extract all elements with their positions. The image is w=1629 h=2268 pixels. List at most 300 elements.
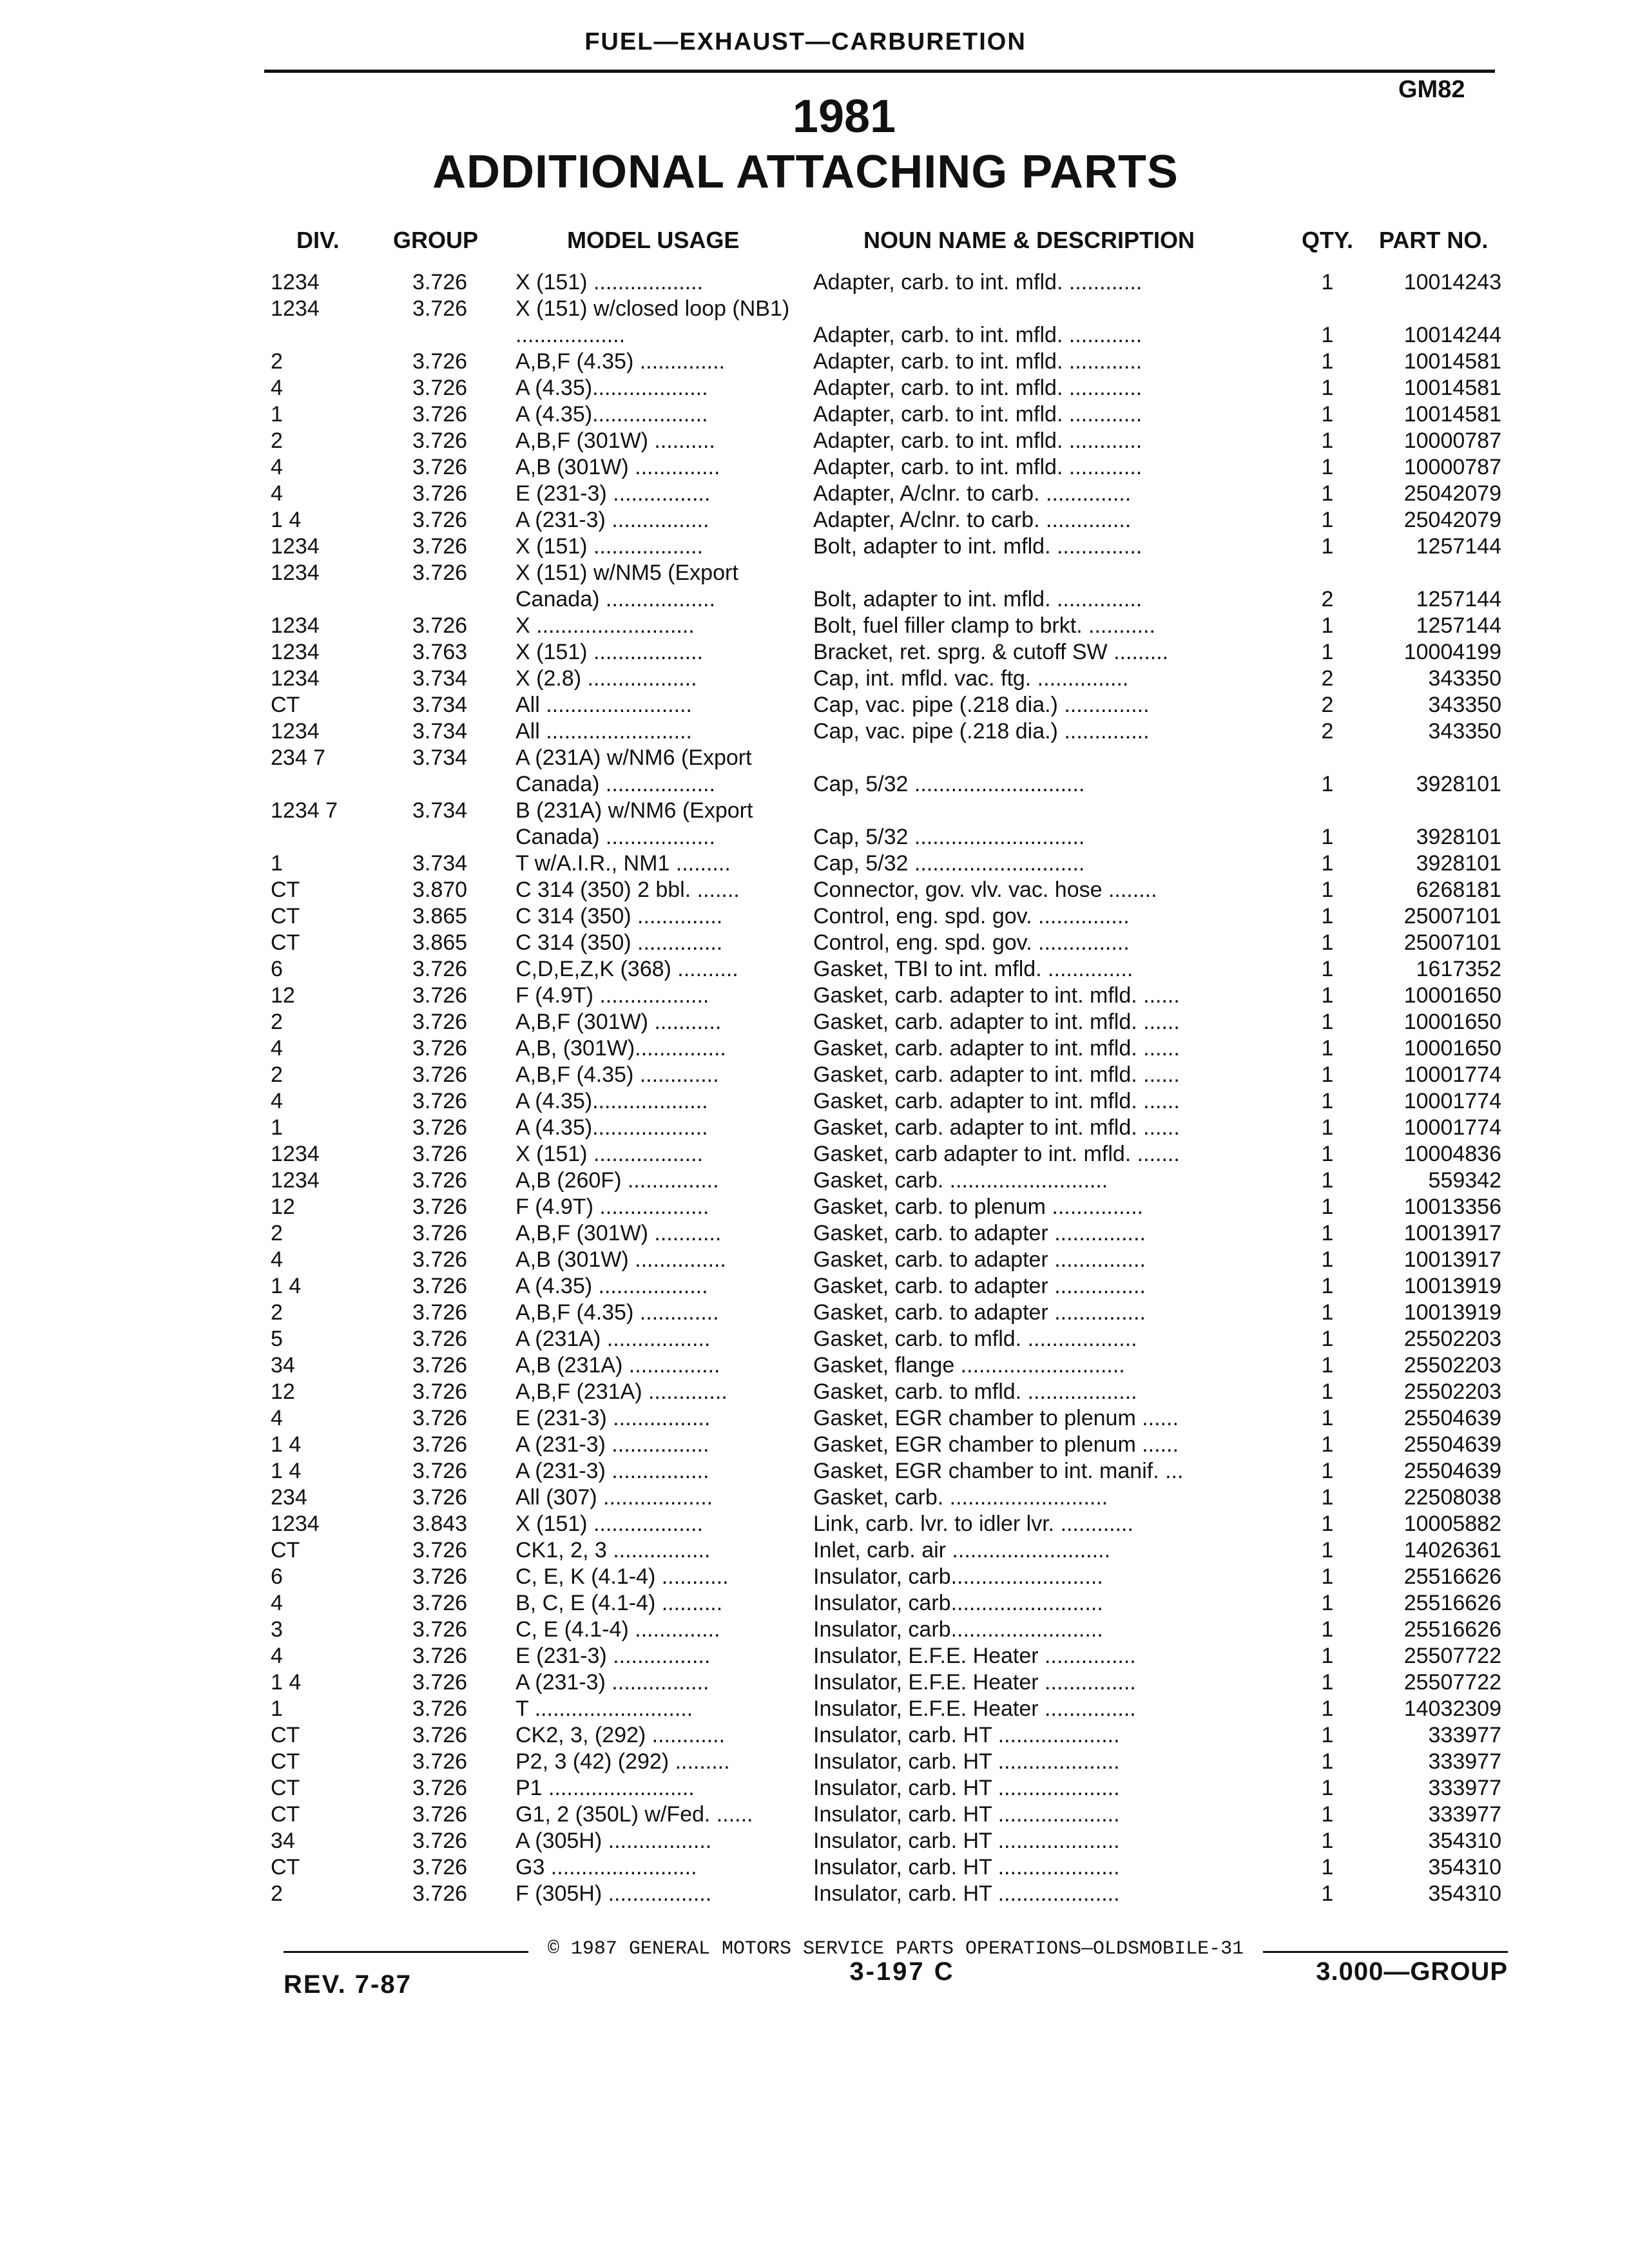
row-group: 3.726: [412, 1802, 468, 1827]
row-model-usage: CK2, 3, (292) ............: [516, 1723, 726, 1747]
row-group: 3.726: [412, 1168, 468, 1193]
row-quantity: 1: [1321, 1776, 1334, 1800]
copyright-notice: © 1987 GENERAL MOTORS SERVICE PARTS OPERATIONS—OLDSMOBILE-31: [547, 1938, 1244, 1960]
catalog-code: GM82: [1398, 76, 1465, 103]
row-div: 234: [271, 1485, 307, 1510]
row-part-number: 25502203: [1403, 1379, 1501, 1404]
row-div: CT: [271, 930, 300, 955]
row-part-number: 333977: [1428, 1776, 1501, 1800]
year-heading: 1981: [792, 91, 896, 142]
row-part-number: 1257144: [1416, 587, 1501, 611]
col-header-model: MODEL USAGE: [567, 227, 740, 253]
row-model-usage: CK1, 2, 3 ................: [516, 1538, 711, 1562]
row-group: 3.870: [412, 878, 468, 902]
row-description: Gasket, EGR chamber to plenum ......: [813, 1432, 1179, 1457]
row-group: 3.726: [412, 1617, 468, 1642]
row-part-number: 25507722: [1403, 1670, 1501, 1695]
row-div: 4: [271, 376, 283, 400]
row-div: 6: [271, 1564, 283, 1589]
row-model-usage: A (231-3) ................: [516, 1432, 709, 1457]
table-row: [0, 1273, 1629, 1300]
row-model-usage: T ..........................: [516, 1696, 693, 1721]
col-header-part: PART NO.: [1379, 227, 1489, 253]
row-part-number: 25504639: [1403, 1459, 1501, 1483]
row-div: 1234 7: [271, 798, 338, 823]
row-description: Gasket, carb. to mfld. ..................: [813, 1379, 1137, 1404]
row-div: CT: [271, 1538, 300, 1562]
row-description: Gasket, carb. adapter to int. mfld. ......: [813, 1010, 1180, 1034]
row-div: 1234: [271, 613, 320, 638]
row-description: Bolt, adapter to int. mfld. ..............: [813, 534, 1142, 559]
table-row: [0, 1485, 1629, 1511]
row-group: 3.726: [412, 1564, 468, 1589]
table-row: [0, 296, 1629, 349]
table-row: [0, 428, 1629, 454]
table-row: [0, 1194, 1629, 1220]
table-row: [0, 1035, 1629, 1062]
row-quantity: 1: [1321, 1247, 1334, 1272]
row-group: 3.726: [412, 1379, 468, 1404]
row-description: Adapter, carb. to int. mfld. ............: [813, 323, 1142, 347]
row-div: 1234: [271, 1142, 320, 1166]
row-group: 3.726: [412, 1776, 468, 1800]
row-part-number: 3928101: [1416, 772, 1501, 796]
row-model-usage: A (231-3) ................: [516, 1670, 709, 1695]
row-model-usage: T w/A.I.R., NM1 .........: [516, 851, 731, 876]
row-part-number: 14032309: [1403, 1696, 1501, 1721]
row-model-usage: A (4.35)...................: [516, 1115, 708, 1140]
row-description: Insulator, carb. HT ....................: [813, 1776, 1120, 1800]
row-model-usage: B (231A) w/NM6 (Export Canada) ..................: [516, 798, 753, 849]
row-div: 12: [271, 1379, 295, 1404]
row-group: 3.726: [412, 1406, 468, 1430]
row-group: 3.726: [412, 1723, 468, 1747]
row-quantity: 1: [1321, 1353, 1334, 1378]
row-group: 3.726: [412, 1485, 468, 1510]
row-quantity: 1: [1321, 1406, 1334, 1430]
row-description: Cap, 5/32 ............................: [813, 851, 1085, 876]
row-part-number: 10000787: [1403, 428, 1501, 453]
row-part-number: 10001774: [1403, 1115, 1501, 1140]
row-group: 3.865: [412, 930, 468, 955]
row-description: Inlet, carb. air ..........................: [813, 1538, 1111, 1562]
row-part-number: 1257144: [1416, 534, 1501, 559]
row-div: 2: [271, 349, 283, 374]
row-div: CT: [271, 878, 300, 902]
row-description: Bolt, adapter to int. mfld. ..............: [813, 587, 1142, 611]
table-row: [0, 1141, 1629, 1168]
row-quantity: 1: [1321, 772, 1334, 796]
row-group: 3.726: [412, 534, 468, 559]
row-model-usage: X (151) ..................: [516, 1512, 703, 1536]
row-quantity: 1: [1321, 428, 1334, 453]
table-row: [0, 507, 1629, 533]
row-group: 3.726: [412, 1459, 468, 1483]
row-div: CT: [271, 1776, 300, 1800]
row-model-usage: C, E, K (4.1-4) ...........: [516, 1564, 729, 1589]
row-model-usage: C 314 (350) ..............: [516, 930, 723, 955]
table-row: [0, 560, 1629, 613]
row-model-usage: X ..........................: [516, 613, 695, 638]
row-description: Cap, vac. pipe (.218 dia.) ..............: [813, 693, 1150, 717]
row-part-number: 333977: [1428, 1802, 1501, 1827]
row-group: 3.726: [412, 1432, 468, 1457]
table-row: [0, 1088, 1629, 1115]
row-div: 234 7: [271, 745, 326, 770]
row-part-number: 6268181: [1416, 878, 1501, 902]
row-quantity: 1: [1321, 1617, 1334, 1642]
row-quantity: 1: [1321, 1432, 1334, 1457]
table-row: [0, 1458, 1629, 1485]
row-group: 3.726: [412, 1062, 468, 1087]
row-quantity: 1: [1321, 508, 1334, 532]
row-quantity: 1: [1321, 1036, 1334, 1061]
row-quantity: 1: [1321, 930, 1334, 955]
row-model-usage: All ........................: [516, 719, 692, 744]
row-description: Insulator, E.F.E. Heater ...............: [813, 1670, 1136, 1695]
row-part-number: 333977: [1428, 1749, 1501, 1774]
row-group: 3.726: [412, 1115, 468, 1140]
row-model-usage: A (4.35)...................: [516, 1089, 708, 1113]
row-part-number: 25504639: [1403, 1432, 1501, 1457]
row-model-usage: E (231-3) ................: [516, 1406, 711, 1430]
table-row: [0, 1432, 1629, 1458]
row-quantity: 2: [1321, 666, 1334, 691]
col-header-group: GROUP: [393, 227, 479, 253]
row-div: 1234: [271, 561, 320, 585]
row-group: 3.726: [412, 270, 468, 294]
row-div: 5: [271, 1327, 283, 1351]
row-group: 3.734: [412, 851, 468, 876]
row-part-number: 25042079: [1403, 481, 1501, 506]
row-model-usage: A,B (231A) ...............: [516, 1353, 720, 1378]
row-model-usage: X (151) ..................: [516, 534, 703, 559]
row-group: 3.726: [412, 296, 468, 321]
table-row: [0, 1009, 1629, 1035]
row-model-usage: A,B,F (4.35) .............: [516, 1300, 719, 1325]
row-group: 3.726: [412, 957, 468, 981]
row-quantity: 1: [1321, 1591, 1334, 1615]
row-model-usage: A,B,F (301W) ...........: [516, 1221, 722, 1245]
table-row: [0, 1590, 1629, 1617]
row-description: Adapter, carb. to int. mfld. ............: [813, 349, 1142, 374]
row-part-number: 10000787: [1403, 455, 1501, 479]
row-model-usage: All ........................: [516, 693, 692, 717]
row-quantity: 1: [1321, 1538, 1334, 1562]
row-quantity: 1: [1321, 1062, 1334, 1087]
row-description: Gasket, flange ...........................: [813, 1353, 1125, 1378]
row-div: 1234: [271, 640, 320, 664]
table-row: [0, 1749, 1629, 1775]
row-group: 3.726: [412, 1010, 468, 1034]
row-group: 3.726: [412, 1274, 468, 1298]
row-div: 4: [271, 481, 283, 506]
row-group: 3.726: [412, 1749, 468, 1774]
row-group: 3.726: [412, 983, 468, 1008]
row-div: 1: [271, 1115, 283, 1140]
row-div: 1234: [271, 1168, 320, 1193]
row-quantity: 1: [1321, 640, 1334, 664]
row-group: 3.843: [412, 1512, 468, 1536]
row-quantity: 1: [1321, 481, 1334, 506]
row-div: 3: [271, 1617, 283, 1642]
row-description: Gasket, carb. adapter to int. mfld. ......: [813, 1062, 1180, 1087]
row-description: Adapter, carb. to int. mfld. ............: [813, 402, 1142, 427]
row-model-usage: X (151) w/NM5 (Export Canada) ..................: [516, 561, 738, 611]
row-quantity: 2: [1321, 587, 1334, 611]
row-description: Gasket, EGR chamber to int. manif. ...: [813, 1459, 1184, 1483]
row-div: 1: [271, 402, 283, 427]
row-model-usage: C, E (4.1-4) ..............: [516, 1617, 720, 1642]
row-model-usage: A (231A) w/NM6 (Export Canada) ..................: [516, 745, 752, 796]
row-quantity: 1: [1321, 1195, 1334, 1219]
row-group: 3.726: [412, 455, 468, 479]
footer-rule-left: [284, 1951, 528, 1953]
row-part-number: 10014244: [1403, 323, 1501, 347]
row-div: 2: [271, 1010, 283, 1034]
row-quantity: 1: [1321, 1670, 1334, 1695]
row-part-number: 25516626: [1403, 1591, 1501, 1615]
row-div: 4: [271, 1089, 283, 1113]
table-row: [0, 613, 1629, 639]
row-quantity: 1: [1321, 455, 1334, 479]
row-div: 1234: [271, 1512, 320, 1536]
row-model-usage: F (4.9T) ..................: [516, 983, 709, 1008]
row-description: Gasket, carb. to adapter ...............: [813, 1300, 1146, 1325]
table-row: [0, 533, 1629, 560]
row-quantity: 1: [1321, 1115, 1334, 1140]
row-part-number: 10001650: [1403, 1036, 1501, 1061]
row-quantity: 1: [1321, 878, 1334, 902]
col-header-qty: QTY.: [1302, 227, 1354, 253]
row-group: 3.726: [412, 1300, 468, 1325]
table-row: [0, 877, 1629, 903]
row-description: Insulator, carb.........................: [813, 1591, 1103, 1615]
row-description: Adapter, carb. to int. mfld. ............: [813, 428, 1142, 453]
row-description: Adapter, carb. to int. mfld. ............: [813, 270, 1142, 294]
row-part-number: 10004199: [1403, 640, 1501, 664]
row-group: 3.726: [412, 1247, 468, 1272]
row-description: Gasket, carb. to plenum ...............: [813, 1195, 1144, 1219]
table-row: [0, 1352, 1629, 1379]
row-quantity: 1: [1321, 402, 1334, 427]
row-model-usage: A,B,F (301W) ...........: [516, 1010, 722, 1034]
row-model-usage: P1 ........................: [516, 1776, 695, 1800]
row-quantity: 2: [1321, 693, 1334, 717]
row-description: Cap, vac. pipe (.218 dia.) ..............: [813, 719, 1150, 744]
row-quantity: 1: [1321, 1168, 1334, 1193]
row-description: Insulator, carb. HT ....................: [813, 1881, 1120, 1906]
row-description: Gasket, carb. adapter to int. mfld. ......: [813, 983, 1180, 1008]
section-title: FUEL—EXHAUST—CARBURETION: [584, 28, 1027, 55]
table-row: [0, 269, 1629, 296]
row-model-usage: A,B, (301W)...............: [516, 1036, 726, 1061]
row-quantity: 1: [1321, 1142, 1334, 1166]
row-quantity: 1: [1321, 1327, 1334, 1351]
row-part-number: 25042079: [1403, 508, 1501, 532]
table-row: [0, 349, 1629, 375]
row-model-usage: E (231-3) ................: [516, 1644, 711, 1668]
row-part-number: 10013356: [1403, 1195, 1501, 1219]
row-model-usage: G3 ........................: [516, 1855, 697, 1879]
row-part-number: 343350: [1428, 719, 1501, 744]
row-div: 4: [271, 1036, 283, 1061]
row-group: 3.726: [412, 428, 468, 453]
parts-table: [0, 269, 1629, 1907]
group-label: 3.000—GROUP: [1316, 1957, 1508, 1986]
table-row: [0, 1405, 1629, 1432]
row-quantity: 1: [1321, 1564, 1334, 1589]
row-div: 1: [271, 851, 283, 876]
row-description: Gasket, TBI to int. mfld. ..............: [813, 957, 1133, 981]
row-model-usage: A,B (260F) ...............: [516, 1168, 719, 1193]
row-quantity: 1: [1321, 1485, 1334, 1510]
row-div: 1234: [271, 719, 320, 744]
table-row: [0, 1828, 1629, 1854]
row-quantity: 1: [1321, 1300, 1334, 1325]
row-div: 4: [271, 1644, 283, 1668]
row-part-number: 333977: [1428, 1723, 1501, 1747]
row-model-usage: P2, 3 (42) (292) .........: [516, 1749, 730, 1774]
row-part-number: 25507722: [1403, 1644, 1501, 1668]
page-title: ADDITIONAL ATTACHING PARTS: [432, 146, 1179, 198]
row-part-number: 10001650: [1403, 1010, 1501, 1034]
row-description: Gasket, carb. to adapter ...............: [813, 1274, 1146, 1298]
row-div: 6: [271, 957, 283, 981]
row-quantity: 1: [1321, 270, 1334, 294]
revision-label: REV. 7-87: [284, 1970, 412, 1999]
row-description: Cap, 5/32 ............................: [813, 772, 1085, 796]
row-part-number: 1257144: [1416, 613, 1501, 638]
row-quantity: 1: [1321, 323, 1334, 347]
row-quantity: 1: [1321, 904, 1334, 928]
row-part-number: 354310: [1428, 1829, 1501, 1853]
row-part-number: 25007101: [1403, 904, 1501, 928]
row-group: 3.734: [412, 666, 468, 691]
row-model-usage: B, C, E (4.1-4) ..........: [516, 1591, 723, 1615]
table-row: [0, 1220, 1629, 1247]
table-row: [0, 692, 1629, 718]
row-quantity: 1: [1321, 1696, 1334, 1721]
row-group: 3.734: [412, 693, 468, 717]
row-group: 3.726: [412, 402, 468, 427]
row-description: Control, eng. spd. gov. ...............: [813, 930, 1130, 955]
row-model-usage: X (151) ..................: [516, 270, 703, 294]
row-group: 3.726: [412, 1881, 468, 1906]
row-part-number: 25516626: [1403, 1617, 1501, 1642]
row-quantity: 1: [1321, 534, 1334, 559]
row-part-number: 22508038: [1403, 1485, 1501, 1510]
row-model-usage: F (305H) .................: [516, 1881, 712, 1906]
table-row: [0, 481, 1629, 507]
row-quantity: 1: [1321, 1802, 1334, 1827]
col-header-div: DIV.: [296, 227, 340, 253]
table-row: [0, 1062, 1629, 1088]
table-row: [0, 850, 1629, 877]
row-description: Gasket, carb. adapter to int. mfld. ......: [813, 1089, 1180, 1113]
row-part-number: 25504639: [1403, 1406, 1501, 1430]
table-row: [0, 1300, 1629, 1326]
row-group: 3.726: [412, 1670, 468, 1695]
row-part-number: 25502203: [1403, 1327, 1501, 1351]
row-quantity: 1: [1321, 1089, 1334, 1113]
row-group: 3.726: [412, 1195, 468, 1219]
table-row: [0, 1564, 1629, 1590]
row-part-number: 354310: [1428, 1881, 1501, 1906]
row-quantity: 1: [1321, 983, 1334, 1008]
row-description: Link, carb. lvr. to idler lvr. ............: [813, 1512, 1133, 1536]
row-part-number: 3928101: [1416, 851, 1501, 876]
row-quantity: 1: [1321, 1723, 1334, 1747]
table-row: [0, 1669, 1629, 1696]
table-row: [0, 666, 1629, 692]
row-div: 2: [271, 1221, 283, 1245]
row-div: 34: [271, 1829, 295, 1853]
row-description: Insulator, carb. HT ....................: [813, 1723, 1120, 1747]
row-model-usage: X (151) w/closed loop (NB1) ..................: [516, 296, 790, 347]
row-div: CT: [271, 1855, 300, 1879]
row-model-usage: C 314 (350) 2 bbl. .......: [516, 878, 740, 902]
row-description: Connector, gov. vlv. vac. hose ........: [813, 878, 1157, 902]
row-quantity: 1: [1321, 1512, 1334, 1536]
row-part-number: 10001774: [1403, 1062, 1501, 1087]
row-div: 4: [271, 1247, 283, 1272]
col-header-desc: NOUN NAME & DESCRIPTION: [863, 227, 1195, 253]
row-description: Adapter, A/clnr. to carb. ..............: [813, 481, 1132, 506]
row-description: Insulator, carb. HT ....................: [813, 1749, 1120, 1774]
row-group: 3.734: [412, 719, 468, 744]
row-div: 1 4: [271, 1274, 302, 1298]
row-div: 1234: [271, 666, 320, 691]
table-row: [0, 1537, 1629, 1564]
row-part-number: 10013917: [1403, 1221, 1501, 1245]
table-row: [0, 930, 1629, 956]
row-description: Insulator, E.F.E. Heater ...............: [813, 1644, 1136, 1668]
row-description: Bolt, fuel filler clamp to brkt. ...........: [813, 613, 1155, 638]
row-part-number: 10013919: [1403, 1274, 1501, 1298]
row-group: 3.726: [412, 1538, 468, 1562]
row-model-usage: A,B (301W) ...............: [516, 1247, 726, 1272]
row-description: Adapter, A/clnr. to carb. ..............: [813, 508, 1132, 532]
row-description: Gasket, carb. ..........................: [813, 1485, 1108, 1510]
row-group: 3.726: [412, 613, 468, 638]
row-div: 2: [271, 1881, 283, 1906]
table-row: [0, 1379, 1629, 1405]
row-div: 2: [271, 1062, 283, 1087]
row-model-usage: X (151) ..................: [516, 1142, 703, 1166]
row-part-number: 10004836: [1403, 1142, 1501, 1166]
row-model-usage: All (307) ..................: [516, 1485, 713, 1510]
table-row: [0, 375, 1629, 401]
row-model-usage: C 314 (350) ..............: [516, 904, 723, 928]
row-part-number: 10013919: [1403, 1300, 1501, 1325]
row-quantity: 1: [1321, 1221, 1334, 1245]
row-quantity: 1: [1321, 376, 1334, 400]
row-part-number: 10005882: [1403, 1512, 1501, 1536]
row-part-number: 343350: [1428, 666, 1501, 691]
row-div: 12: [271, 983, 295, 1008]
row-part-number: 1617352: [1416, 957, 1501, 981]
row-group: 3.726: [412, 561, 468, 585]
table-row: [0, 401, 1629, 428]
row-description: Gasket, carb. adapter to int. mfld. ......: [813, 1036, 1180, 1061]
table-row: [0, 454, 1629, 481]
row-model-usage: F (4.9T) ..................: [516, 1195, 709, 1219]
row-group: 3.734: [412, 745, 468, 770]
row-quantity: 2: [1321, 719, 1334, 744]
table-row: [0, 745, 1629, 798]
row-description: Gasket, carb. to adapter ...............: [813, 1221, 1146, 1245]
